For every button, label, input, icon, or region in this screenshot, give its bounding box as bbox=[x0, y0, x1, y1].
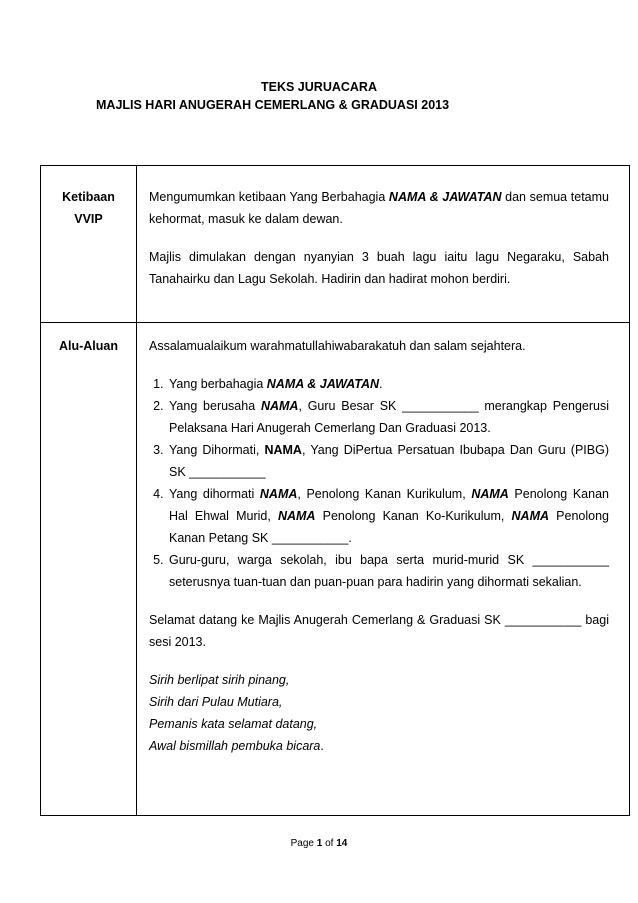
page-number: 1 bbox=[316, 838, 323, 849]
text-run: , Yang DiPertua Persatuan Ibubapa Dan Guru (PIBG) SK ___________ bbox=[169, 443, 610, 479]
text-run: Penolong Kanan Hal Ehwal Murid, bbox=[169, 487, 609, 523]
text-run: , Penolong Kanan Kurikulum, bbox=[297, 487, 472, 501]
row-label: Alu-Aluan bbox=[41, 323, 137, 816]
pantun-line: Sirih berlipat sirih pinang, bbox=[149, 673, 290, 687]
row-content bbox=[137, 323, 630, 816]
welcome-paragraph: Selamat datang ke Majlis Anugerah Cemerlang & Graduasi SK ___________ bagi sesi 2013. bbox=[149, 613, 609, 649]
pantun-line: Sirih dari Pulau Mutiara, bbox=[149, 695, 283, 709]
row-label-line: Ketibaan bbox=[62, 190, 115, 204]
text-run: Penolong Kanan Petang SK ___________. bbox=[169, 509, 609, 545]
row-content bbox=[137, 166, 630, 323]
page-word: Page bbox=[290, 838, 317, 849]
greeting-paragraph: Assalamualaikum warahmatullahiwabarakatuh dan salam sejahtera. bbox=[149, 339, 526, 353]
text-run: . bbox=[379, 377, 383, 391]
text-run: Yang berbahagia bbox=[169, 377, 267, 391]
list-item bbox=[167, 373, 609, 395]
page-total: 14 bbox=[336, 838, 348, 849]
document-title: TEKS JURUACARA bbox=[261, 80, 377, 94]
dignitary-list bbox=[149, 373, 609, 593]
row-label-line: VVIP bbox=[74, 212, 103, 226]
text-run: dan semua tetamu kehormat, masuk ke dalam dewan. bbox=[149, 190, 609, 226]
document-subtitle: MAJLIS HARI ANUGERAH CEMERLANG & GRADUASI 2013 bbox=[96, 98, 450, 112]
page-footer bbox=[0, 838, 638, 849]
list-item bbox=[167, 483, 609, 549]
text-run: , Guru Besar SK ___________ merangkap Pengerusi Pelaksana Hari Anugerah Cemerlang Dan Graduasi 2013. bbox=[169, 399, 609, 435]
row-label bbox=[41, 166, 137, 323]
pantun-line: Pemanis kata selamat datang, bbox=[149, 717, 318, 731]
pantun-verse bbox=[149, 669, 609, 757]
text-run: Yang berusaha bbox=[169, 399, 261, 413]
of-word: of bbox=[322, 838, 337, 849]
table-row bbox=[41, 323, 630, 816]
table-row bbox=[41, 166, 630, 323]
text-run: Mengumumkan ketibaan Yang Berbahagia bbox=[149, 190, 389, 204]
arrival-paragraph bbox=[149, 186, 609, 230]
placeholder-name: NAMA bbox=[471, 487, 509, 501]
text-run: Penolong Kanan Ko-Kurikulum, bbox=[315, 509, 512, 523]
script-table bbox=[40, 165, 630, 816]
list-item bbox=[167, 395, 609, 439]
placeholder-name: NAMA bbox=[511, 509, 550, 523]
placeholder-name: NAMA bbox=[277, 509, 316, 523]
pantun-line bbox=[149, 735, 609, 757]
anthem-paragraph: Majlis dimulakan dengan nyanyian 3 buah lagu iaitu lagu Negaraku, Sabah Tanahairku dan Lagu Sekolah. Hadirin dan hadirat mohon berdiri. bbox=[149, 250, 609, 286]
text-run: Awal bismillah pembuka bicara bbox=[149, 739, 321, 753]
placeholder-name: NAMA bbox=[260, 399, 299, 413]
text-run: . bbox=[320, 739, 324, 753]
text-run: Yang Dihormati, bbox=[169, 443, 265, 457]
placeholder-name: NAMA bbox=[259, 487, 298, 501]
placeholder-name: NAMA & JAWATAN bbox=[388, 190, 502, 204]
text-run: Yang dihormati bbox=[169, 487, 260, 501]
placeholder-name: NAMA & JAWATAN bbox=[266, 377, 380, 391]
placeholder-name: NAMA bbox=[264, 443, 302, 457]
list-item bbox=[167, 439, 609, 483]
list-item: 5. Guru-guru, warga sekolah, ibu bapa serta murid-murid SK ___________ seterusnya tuan-tuan dan puan-puan para hadirin yang dihormati sekalian. bbox=[167, 549, 609, 593]
